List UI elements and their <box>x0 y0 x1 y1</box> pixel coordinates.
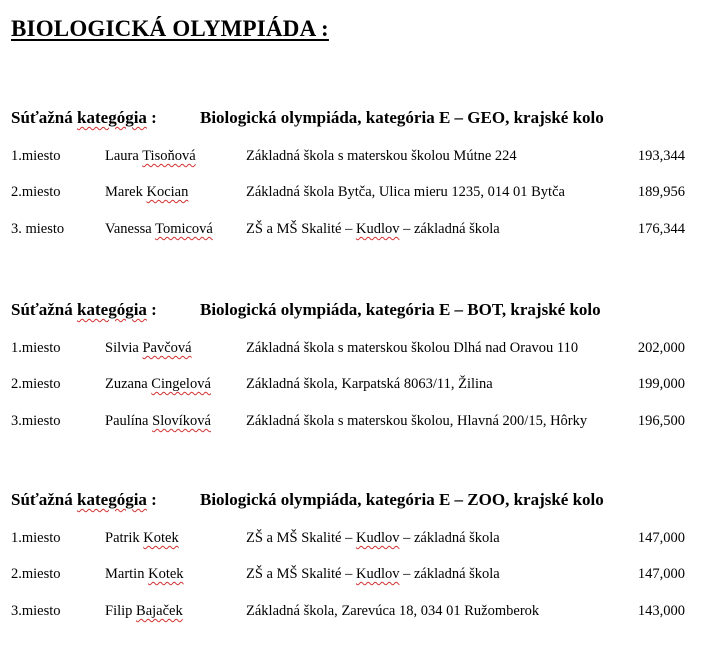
category-label-prefix: Súťažná <box>11 300 73 319</box>
placement: 2.miesto <box>11 184 61 200</box>
spellcheck-word: Kudlov <box>355 530 400 546</box>
last-name: Kotek <box>148 566 184 582</box>
category-label <box>11 300 157 320</box>
category-label <box>11 490 157 510</box>
result-row <box>0 221 701 241</box>
placement: 3.miesto <box>11 413 61 429</box>
student-name <box>105 148 196 165</box>
first-name: Filip <box>105 603 133 619</box>
school-name: Základná škola, Karpatská 8063/11, Žilina <box>246 376 493 392</box>
placement: 1.miesto <box>11 340 61 356</box>
category-label-word: kategógia <box>77 108 147 127</box>
school-name: ZŠ a MŠ Skalité – Kudlov – základná škola <box>246 566 500 582</box>
placement: 1.miesto <box>11 148 61 164</box>
score: 189,956 <box>637 184 685 200</box>
category-label-word: kategógia <box>77 300 147 319</box>
last-name: Kotek <box>143 530 179 546</box>
result-row <box>0 148 701 168</box>
category-label-colon: : <box>151 300 157 319</box>
placement: 3.miesto <box>11 603 61 619</box>
first-name: Silvia <box>105 340 139 356</box>
placement: 3. miesto <box>11 221 65 237</box>
category-label-colon: : <box>151 108 157 127</box>
student-name <box>105 603 183 620</box>
result-row <box>0 376 701 396</box>
result-row <box>0 530 701 550</box>
result-row <box>0 184 701 204</box>
student-name <box>105 566 184 583</box>
last-name: Bajaček <box>136 603 183 619</box>
category-name: Biologická olympiáda, kategória E – GEO, krajské kolo <box>200 108 604 127</box>
school-name: Základná škola, Zarevúca 18, 034 01 Ružomberok <box>246 603 540 619</box>
score: 196,500 <box>637 413 685 429</box>
school-name: ZŠ a MŠ Skalité – Kudlov – základná škola <box>246 221 500 237</box>
last-name: Kocian <box>146 184 189 200</box>
last-name: Slovíková <box>152 413 211 429</box>
category-name: Biologická olympiáda, kategória E – ZOO, krajské kolo <box>200 490 604 509</box>
page-title: BIOLOGICKÁ OLYMPIÁDA : <box>11 16 329 41</box>
school-name: Základná škola s materskou školou Dlhá nad Oravou 110 <box>246 340 579 356</box>
student-name <box>105 413 211 430</box>
result-row <box>0 413 701 433</box>
score: 193,344 <box>637 148 685 164</box>
student-name <box>105 221 213 238</box>
school-name: Základná škola s materskou školou, Hlavná 200/15, Hôrky <box>246 413 588 429</box>
category-label-colon: : <box>151 490 157 509</box>
school-name: Základná škola s materskou školou Mútne 224 <box>246 148 517 164</box>
placement: 2.miesto <box>11 566 61 582</box>
score: 202,000 <box>637 340 685 356</box>
spellcheck-word: Kudlov <box>355 221 400 237</box>
last-name: Cingelová <box>151 376 211 392</box>
first-name: Marek <box>105 184 143 200</box>
category-name: Biologická olympiáda, kategória E – BOT, krajské kolo <box>200 300 601 319</box>
result-row <box>0 566 701 586</box>
school-name: Základná škola Bytča, Ulica mieru 1235, 014 01 Bytča <box>246 184 565 200</box>
last-name: Pavčová <box>142 340 192 356</box>
student-name <box>105 530 179 547</box>
school-name: ZŠ a MŠ Skalité – Kudlov – základná škola <box>246 530 500 546</box>
student-name <box>105 376 211 393</box>
last-name: Tisoňová <box>142 148 196 164</box>
last-name: Tomicová <box>155 221 213 237</box>
placement: 2.miesto <box>11 376 61 392</box>
score: 176,344 <box>637 221 685 237</box>
score: 199,000 <box>637 376 685 392</box>
first-name: Martin <box>105 566 145 582</box>
spellcheck-word: Kudlov <box>355 566 400 582</box>
first-name: Patrik <box>105 530 140 546</box>
score: 143,000 <box>637 603 685 619</box>
category-label-prefix: Súťažná <box>11 490 73 509</box>
student-name <box>105 184 188 201</box>
category-label-word: kategógia <box>77 490 147 509</box>
score: 147,000 <box>637 566 685 582</box>
first-name: Paulína <box>105 413 149 429</box>
result-row <box>0 603 701 623</box>
category-label-prefix: Súťažná <box>11 108 73 127</box>
score: 147,000 <box>637 530 685 546</box>
first-name: Laura <box>105 148 139 164</box>
result-row <box>0 340 701 360</box>
student-name <box>105 340 192 357</box>
category-label <box>11 108 157 128</box>
first-name: Vanessa <box>105 221 152 237</box>
first-name: Zuzana <box>105 376 148 392</box>
placement: 1.miesto <box>11 530 61 546</box>
